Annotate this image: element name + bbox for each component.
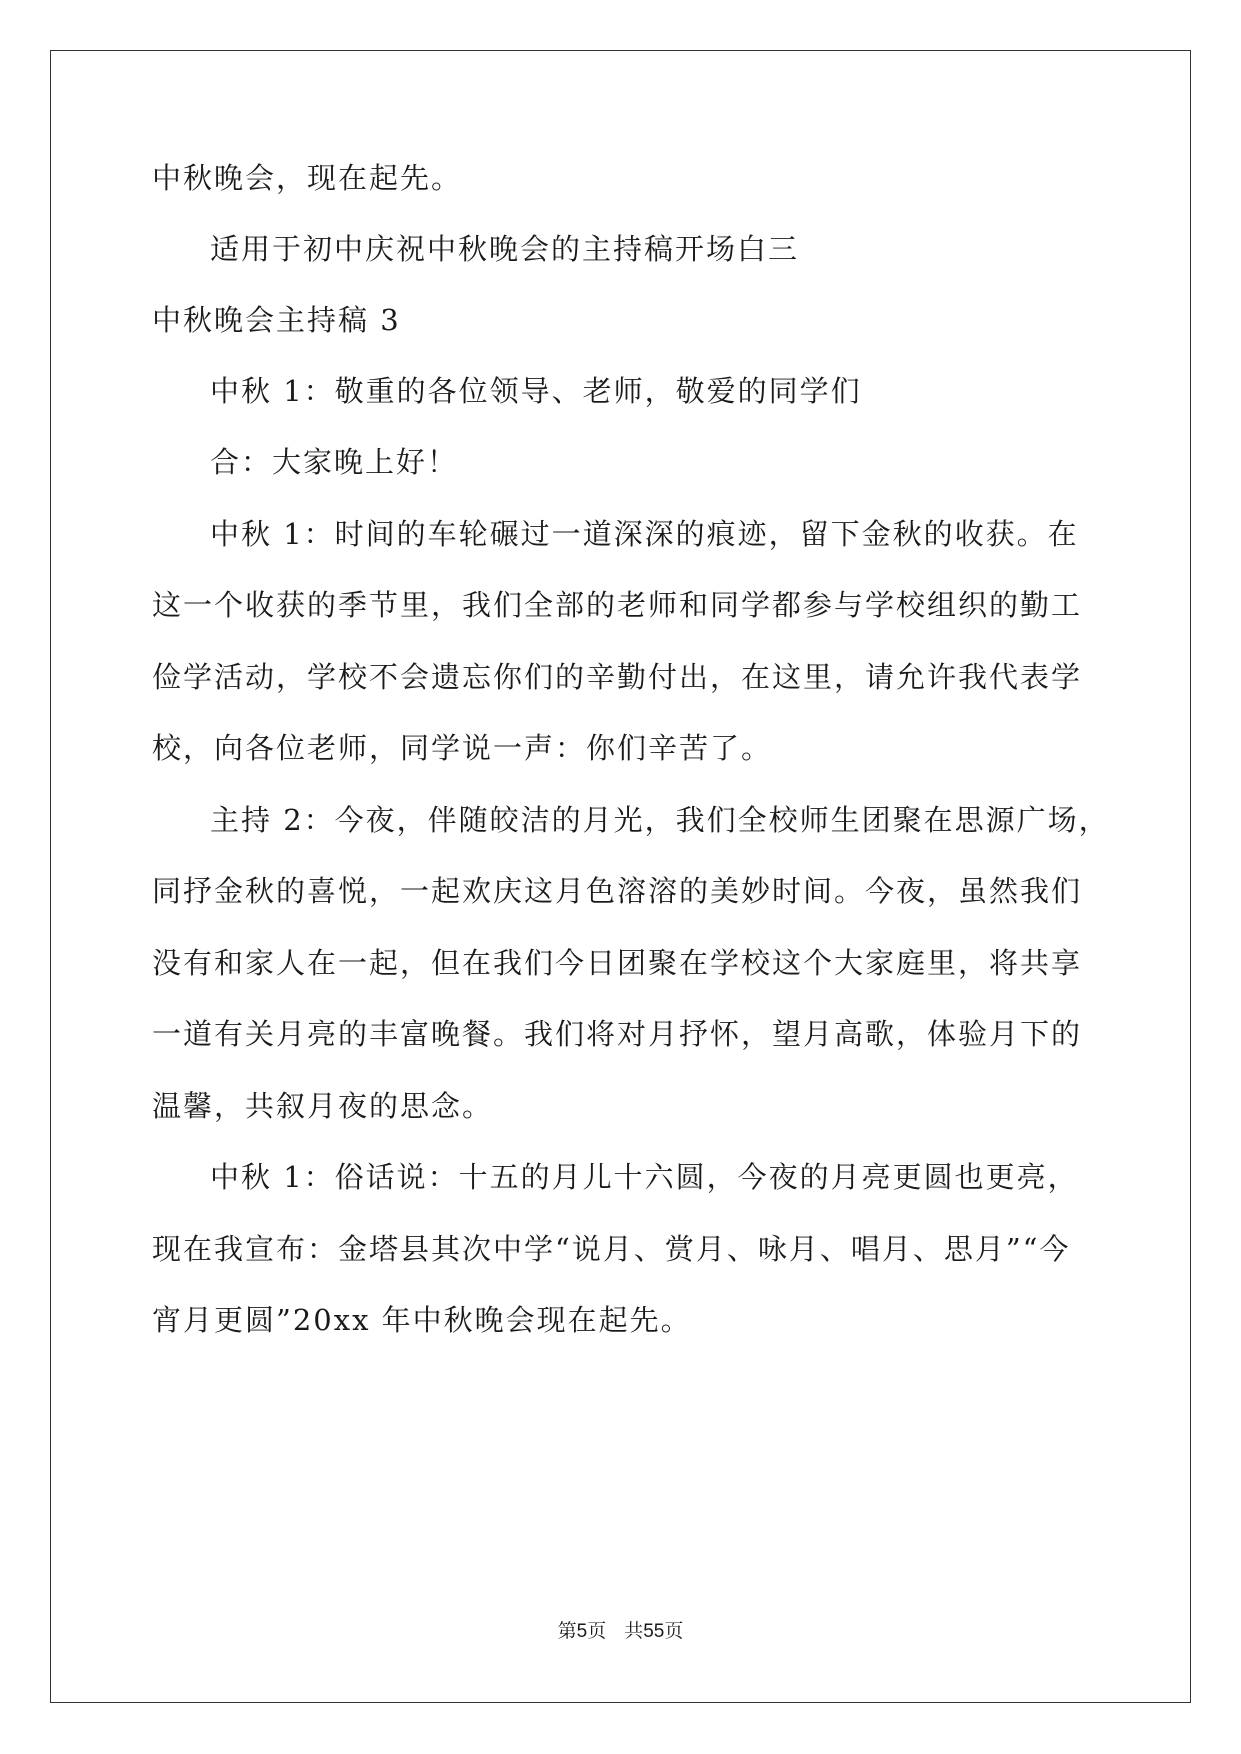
page-suffix: 页 [587,1621,607,1642]
paragraph-line: 中秋 1：俗话说：十五的月儿十六圆，今夜的月亮更圆也更亮， [210,1160,1079,1194]
total-pages: 55 [643,1621,665,1642]
paragraph-line: 一道有关月亮的丰富晚餐。我们将对月抒怀，望月高歌，体验月下的 [152,1017,1083,1051]
page-number: 5 [576,1621,588,1642]
paragraph-line: 这一个收获的季节里，我们全部的老师和同学都参与学校组织的勤工 [152,588,1083,622]
paragraph-line: 校，向各位老师，同学说一声：你们辛苦了。 [152,731,773,765]
text-line: 中秋晚会，现在起先。 [152,161,463,195]
paragraph-line: 没有和家人在一起，但在我们今日团聚在学校这个大家庭里，将共享 [152,946,1083,980]
total-suffix: 页 [664,1621,684,1642]
total-prefix: 共 [624,1621,644,1642]
paragraph-line: 主持 2：今夜，伴随皎洁的月光，我们全校师生团聚在思源广场， [210,803,1110,837]
page-prefix: 第 [557,1621,577,1642]
paragraph-line: 宵月更圆”20xx 年中秋晚会现在起先。 [152,1303,692,1337]
page-footer [0,1616,1241,1643]
paragraph-line: 温馨，共叙月夜的思念。 [152,1089,494,1123]
paragraph-line: 现在我宣布：金塔县其次中学“说月、赏月、咏月、唱月、思月”“今 [152,1232,1071,1266]
paragraph-line: 中秋 1：敬重的各位领导、老师，敬爱的同学们 [210,374,862,408]
paragraph-line: 合：大家晚上好！ [210,445,459,479]
document-title: 中秋晚会主持稿 3 [152,303,401,337]
paragraph-line: 同抒金秋的喜悦，一起欢庆这月色溶溶的美妙时间。今夜，虽然我们 [152,874,1083,908]
section-heading: 适用于初中庆祝中秋晚会的主持稿开场白三 [210,232,800,266]
paragraph-line: 俭学活动，学校不会遗忘你们的辛勤付出，在这里，请允许我代表学 [152,660,1083,694]
paragraph-line: 中秋 1：时间的车轮碾过一道深深的痕迹，留下金秋的收获。在 [210,517,1079,551]
